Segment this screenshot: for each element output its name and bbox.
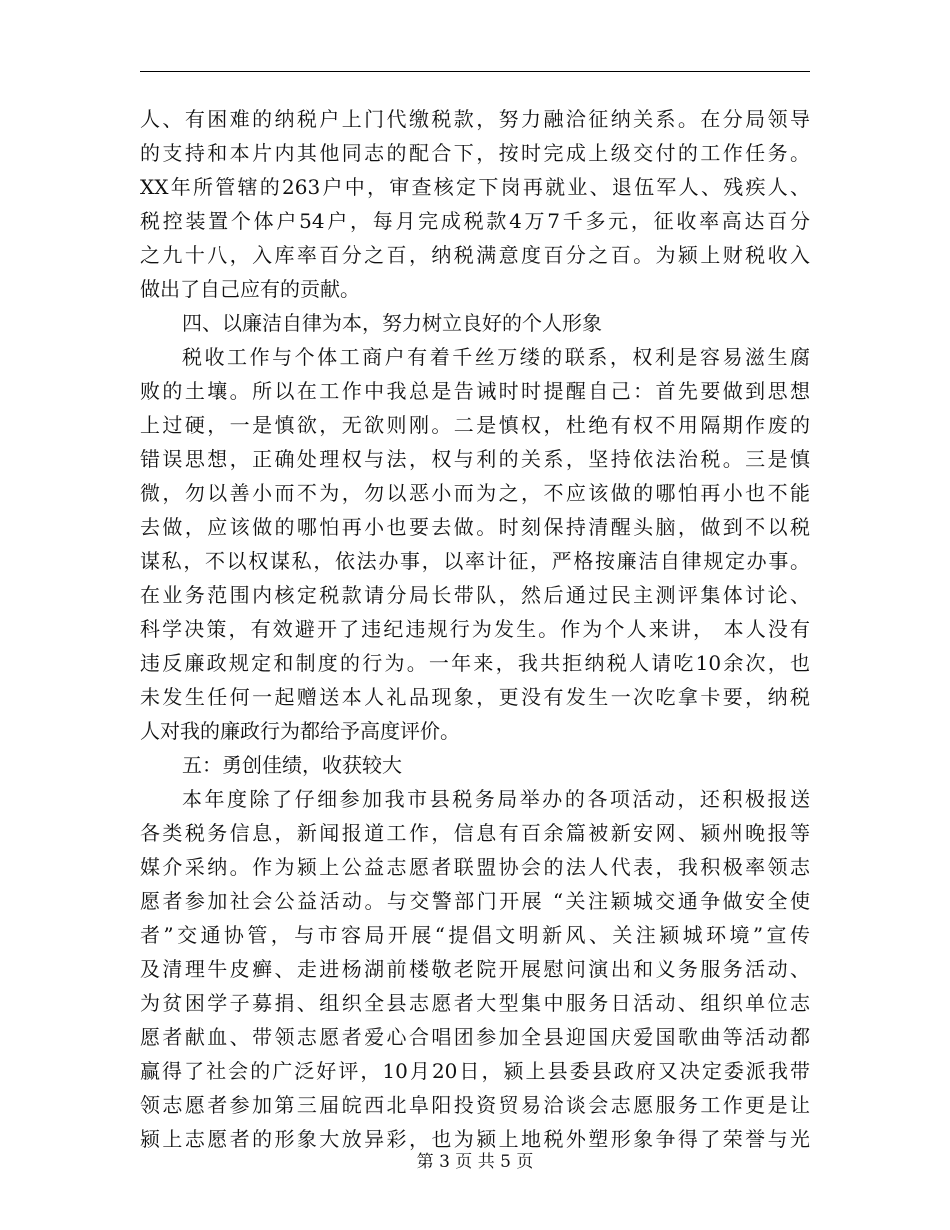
text-line: 去做，应该做的哪怕再小也要去做。时刻保持清醒头脑，做到不以税 — [140, 515, 810, 539]
text-line: XX年所管辖的263户中，审查核定下岗再就业、退伍军人、残疾人、 — [140, 175, 810, 199]
text-line: 在业务范围内核定税款请分局长带队，然后通过民主测评集体讨论、 — [140, 583, 810, 607]
text-line: 人、有困难的纳税户上门代缴税款，努力融洽征纳关系。在分局领导 — [140, 107, 810, 131]
paragraph-first-line: 五：勇创佳绩，收获较大 — [182, 753, 402, 777]
text-line: 税控装置个体户54户，每月完成税款4万7千多元，征收率高达百分 — [140, 209, 810, 233]
text-line: 颍上志愿者的形象大放异彩，也为颍上地税外塑形象争得了荣誉与光 — [140, 1127, 810, 1151]
text-line: 做出了自己应有的贡献。 — [140, 277, 360, 301]
text-line: 之九十八，入库率百分之百，纳税满意度百分之百。为颍上财税收入 — [140, 243, 810, 267]
text-line: 媒介采纳。作为颍上公益志愿者联盟协会的法人代表，我积极率领志 — [140, 855, 810, 879]
text-line: 赢得了社会的广泛好评，10月20日，颍上县委县政府又决定委派我带 — [140, 1059, 810, 1083]
paragraph-first-line: 税收工作与个体工商户有着千丝万缕的联系，权利是容易滋生腐 — [182, 345, 810, 369]
document-body — [140, 102, 810, 1156]
text-line: 为贫困学子募捐、组织全县志愿者大型集中服务日活动、组织单位志 — [140, 991, 810, 1015]
text-line: 未发生任何一起赠送本人礼品现象，更没有发生一次吃拿卡要，纳税 — [140, 685, 810, 709]
text-line: 人对我的廉政行为都给予高度评价。 — [140, 719, 460, 743]
paragraph-first-line: 本年度除了仔细参加我市县税务局举办的各项活动，还积极报送 — [182, 787, 810, 811]
text-line: 科学决策，有效避开了违纪违规行为发生。作为个人来讲， 本人没有 — [140, 617, 810, 641]
text-line: 领志愿者参加第三届皖西北阜阳投资贸易洽谈会志愿服务工作更是让 — [140, 1093, 810, 1117]
text-line: 愿者参加社会公益活动。与交警部门开展 “关注颖城交通争做安全使 — [140, 889, 810, 913]
text-line: 的支持和本片内其他同志的配合下，按时完成上级交付的工作任务。 — [140, 141, 810, 165]
text-line: 愿者献血、带领志愿者爱心合唱团参加全县迎国庆爱国歌曲等活动都 — [140, 1025, 810, 1049]
text-line: 者”交通协管，与市容局开展“提倡文明新风、关注颍城环境”宣传 — [140, 923, 810, 947]
text-line: 错误思想，正确处理权与法，权与利的关系，坚持依法治税。三是慎 — [140, 447, 810, 471]
paragraph-first-line: 四、以廉洁自律为本，努力树立良好的个人形象 — [182, 311, 602, 335]
text-line: 各类税务信息，新闻报道工作，信息有百余篇被新安网、颍州晚报等 — [140, 821, 810, 845]
text-line: 违反廉政规定和制度的行为。一年来，我共拒纳税人请吃10余次，也 — [140, 651, 810, 675]
page-number: 第 3 页 共 5 页 — [416, 1152, 534, 1172]
text-line: 上过硬，一是慎欲，无欲则刚。二是慎权，杜绝有权不用隔期作废的 — [140, 413, 810, 437]
text-line: 败的土壤。所以在工作中我总是告诫时时提醒自己：首先要做到思想 — [140, 379, 810, 403]
text-line: 谋私，不以权谋私，依法办事，以率计征，严格按廉洁自律规定办事。 — [140, 549, 810, 573]
text-line: 及清理牛皮癣、走进杨湖前楼敬老院开展慰问演出和义务服务活动、 — [140, 957, 810, 981]
header-rule — [140, 71, 810, 72]
text-line: 微，勿以善小而不为，勿以恶小而为之，不应该做的哪怕再小也不能 — [140, 481, 810, 505]
